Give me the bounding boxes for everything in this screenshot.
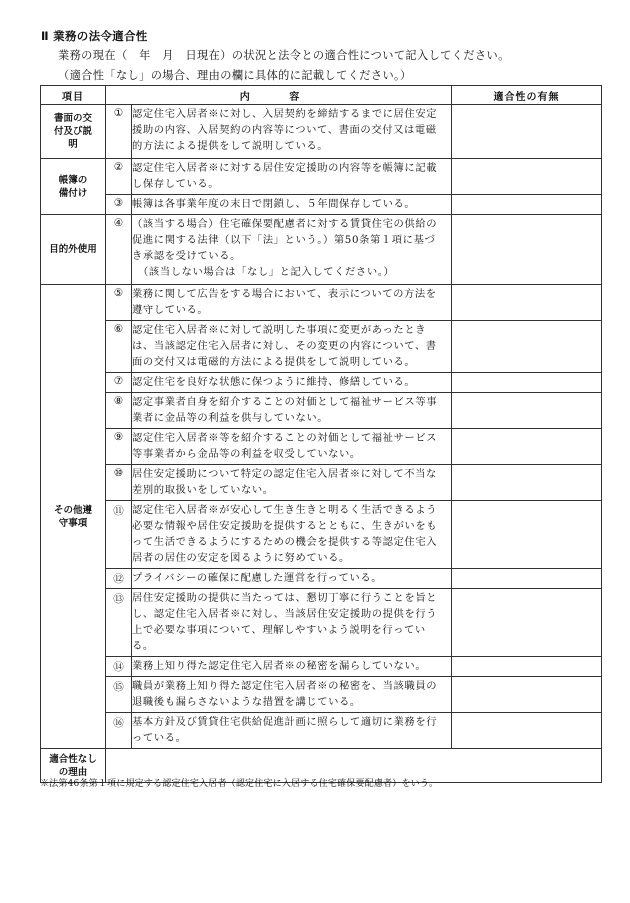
compliance-cell[interactable]: [452, 429, 602, 465]
intro-line-1: 業務の現在（ 年 月 日現在）の状況と法令との適合性について記入してください。: [58, 49, 510, 62]
table-row: [41, 159, 602, 195]
compliance-cell[interactable]: [452, 677, 602, 713]
compliance-cell[interactable]: [452, 393, 602, 429]
category-other: その他遵守事項: [41, 285, 106, 749]
row-number: ⑫: [106, 569, 132, 589]
row-number: ③: [106, 195, 132, 215]
row-text: 居住安定援助の提供に当たっては、懇切丁寧に行うことを旨とし、認定住宅入居者※に対し、当該居住安定援助の提供を行う上で必要な事項について、理解しやすいよう説明を行っている。: [132, 589, 452, 657]
row-text: 業務に関して広告をする場合において、表示についての方法を遵守している。: [132, 285, 452, 321]
table-row: [41, 501, 602, 569]
table-row: [41, 713, 602, 749]
row-number: ⑩: [106, 465, 132, 501]
row-number: ⑮: [106, 677, 132, 713]
row-number: ②: [106, 159, 132, 195]
row-text: 認定事業者自身を紹介することの対価として福祉サービス等事業者に金品等の利益を供与していない。: [132, 393, 452, 429]
compliance-table: [40, 85, 602, 783]
row-number: ⑦: [106, 373, 132, 393]
category-ledger: 帳簿の備付け: [41, 159, 106, 215]
table-row: [41, 321, 602, 373]
row-text: 基本方針及び賃貸住宅供給促進計画に照らして適切に業務を行っている。: [132, 713, 452, 749]
row-text: 認定住宅入居者※等を紹介することの対価として福祉サービス等事業者から金品等の利益を収受していない。: [132, 429, 452, 465]
header-compliance: 適合性の有無: [452, 86, 602, 105]
table-row: [41, 569, 602, 589]
row-number: ⑧: [106, 393, 132, 429]
row-number: ⑨: [106, 429, 132, 465]
compliance-cell[interactable]: [452, 215, 602, 285]
row-number: ⑯: [106, 713, 132, 749]
intro-line-2: （適合性「なし」の場合、理由の欄に具体的に記載してください。）: [58, 69, 412, 82]
row-text: 認定住宅入居者※に対し、入居契約を締結するまでに居住安定援助の内容、入居契約の内容等について、書面の交付又は電磁的方法による提供をして説明している。: [132, 105, 452, 159]
row-text: 認定住宅入居者※が安心して生き生きと明るく生活できるよう必要な情報や居住安定援助を提供するとともに、生きがいをもって生活できるようにするための機会を提供する等認定住宅入居者の居住の安定を図るように努めている。: [132, 501, 452, 569]
compliance-cell[interactable]: [452, 465, 602, 501]
table-row: [41, 393, 602, 429]
table-row: [41, 465, 602, 501]
table-row: [41, 589, 602, 657]
table-row: [41, 373, 602, 393]
category-reason: 適合性なしの理由: [41, 749, 106, 783]
row-number: ①: [106, 105, 132, 159]
row-number: ④: [106, 215, 132, 285]
compliance-cell[interactable]: [452, 589, 602, 657]
compliance-cell[interactable]: [452, 195, 602, 215]
row-number: ⑤: [106, 285, 132, 321]
table-row: [41, 657, 602, 677]
table-row: [41, 105, 602, 159]
footnote: ※法第46条第１項に規定する認定住宅入居者（認定住宅に入居する住宅確保要配慮者）をいう。: [40, 779, 439, 789]
table-row: [41, 215, 602, 285]
row-text: （該当する場合）住宅確保要配慮者に対する賃貸住宅の供給の促進に関する法律（以下「法」という。）第50条第１項に基づき承認を受けている。 （該当しない場合は「なし」と記入してください。）: [132, 215, 452, 285]
table-row: [41, 285, 602, 321]
row-text: 認定住宅入居者※に対して説明した事項に変更があったときは、当該認定住宅入居者に対し、その変更の内容について、書面の交付又は電磁的方法による提供をして説明している。: [132, 321, 452, 373]
row-text: 業務上知り得た認定住宅入居者※の秘密を漏らしていない。: [132, 657, 452, 677]
row-text: 帳簿は各事業年度の末日で閉鎖し、５年間保存している。: [132, 195, 452, 215]
category-written-delivery: 書面の交付及び説明: [41, 105, 106, 159]
row-text: プライバシーの確保に配慮した運営を行っている。: [132, 569, 452, 589]
compliance-cell[interactable]: [452, 321, 602, 373]
compliance-cell[interactable]: [452, 713, 602, 749]
row-number: ⑥: [106, 321, 132, 373]
row-number: ⑭: [106, 657, 132, 677]
row-note: （該当しない場合は「なし」と記入してください。）: [138, 266, 395, 278]
row-text: 認定住宅入居者※に対する居住安定援助の内容等を帳簿に記載し保存している。: [132, 159, 452, 195]
compliance-cell[interactable]: [452, 285, 602, 321]
compliance-cell[interactable]: [452, 657, 602, 677]
compliance-cell[interactable]: [452, 569, 602, 589]
table-row: [41, 195, 602, 215]
row-text: 職員が業務上知り得た認定住宅入居者※の秘密を、当該職員の退職後も漏らさないような措置を講じている。: [132, 677, 452, 713]
compliance-cell[interactable]: [452, 373, 602, 393]
header-item: 項目: [41, 86, 106, 105]
table-header-row: [41, 86, 602, 105]
header-content: 内 容: [106, 86, 452, 105]
compliance-cell[interactable]: [452, 105, 602, 159]
table-row: [41, 429, 602, 465]
compliance-cell[interactable]: [452, 501, 602, 569]
compliance-cell[interactable]: [452, 159, 602, 195]
row-number: ⑬: [106, 589, 132, 657]
category-off-purpose: 目的外使用: [41, 215, 106, 285]
row-text: 居住安定援助について特定の認定住宅入居者※に対して不当な差別的取扱いをしていない。: [132, 465, 452, 501]
table-row: [41, 677, 602, 713]
row-text: 認定住宅を良好な状態に保つように維持、修繕している。: [132, 373, 452, 393]
row-number: ⑪: [106, 501, 132, 569]
section-heading: Ⅱ 業務の法令適合性: [41, 29, 148, 43]
